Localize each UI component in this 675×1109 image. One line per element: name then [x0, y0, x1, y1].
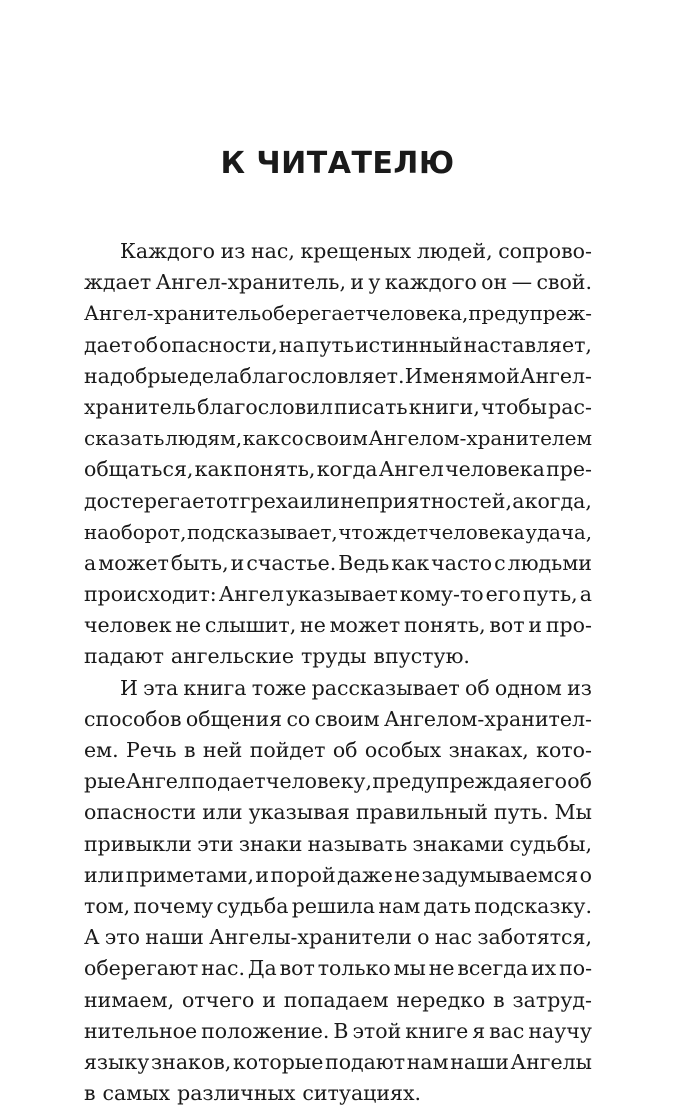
- text-line: на добрые дела благословляет. И меня мой Ангел-: [84, 363, 592, 388]
- paragraph: [84, 673, 592, 1109]
- text-line: привыкли эти знаки называть знаками судьбы,: [84, 831, 592, 856]
- text-line: ем. Речь в ней пойдет об особых знаках, кото-: [84, 738, 592, 762]
- text-line: сказать людям, как со своим Ангелом-хранителем: [84, 426, 592, 451]
- text-line: нительное положение. В этой книге я вас научу: [84, 1018, 592, 1043]
- body-text: [84, 236, 592, 1109]
- text-line: А это наши Ангелы-хранители о нас заботятся,: [84, 925, 592, 950]
- paragraph: [84, 236, 592, 673]
- text-line: происходит: Ангел указывает кому-то его путь, а: [84, 582, 592, 607]
- text-line: дает об опасности, на путь истинный наставляет,: [84, 332, 592, 357]
- text-line: или приметами, и порой даже не задумываемся о: [84, 862, 592, 887]
- text-line: способов общения со своим Ангелом-хранител-: [84, 706, 592, 731]
- text-line: опасности или указывая правильный путь. Мы: [84, 800, 592, 825]
- text-line: общаться, как понять, когда Ангел человека пре-: [84, 457, 592, 482]
- text-line: языку знаков, которые подают нам наши Ангелы: [84, 1049, 592, 1074]
- text-line: достерегает от греха или неприятностей, а когда,: [84, 488, 592, 513]
- text-line: И эта книга тоже рассказывает об одном из: [120, 675, 592, 700]
- text-line: том, почему судьба решила нам дать подсказку.: [84, 893, 592, 918]
- text-line: падают ангельские труды впустую.: [84, 644, 470, 669]
- text-line: хранитель благословил писать книги, чтобы рас-: [84, 394, 592, 419]
- text-line: рые Ангел подает человеку, предупреждая его об: [84, 769, 592, 794]
- text-line: а может быть, и счастье. Ведь как часто с людьми: [84, 550, 592, 575]
- text-line: нимаем, отчего и попадаем нередко в затруд-: [84, 987, 592, 1012]
- text-line: оберегают нас. Да вот только мы не всегда их по-: [84, 956, 592, 981]
- text-line: человек не слышит, не может понять, вот и про-: [84, 613, 592, 638]
- text-line: ждает Ангел-хранитель, и у каждого он — свой.: [84, 270, 592, 295]
- text-line: Ангел-хранитель оберегает человека, предупреж-: [84, 302, 592, 326]
- text-line: наоборот, подсказывает, что ждет человека удача,: [84, 520, 592, 544]
- text-line: Каждого из нас, крещеных людей, сопрово-: [120, 239, 592, 263]
- text-line: в самых различных ситуациях.: [84, 1081, 422, 1106]
- page-title: К ЧИТАТЕЛЮ: [220, 146, 455, 181]
